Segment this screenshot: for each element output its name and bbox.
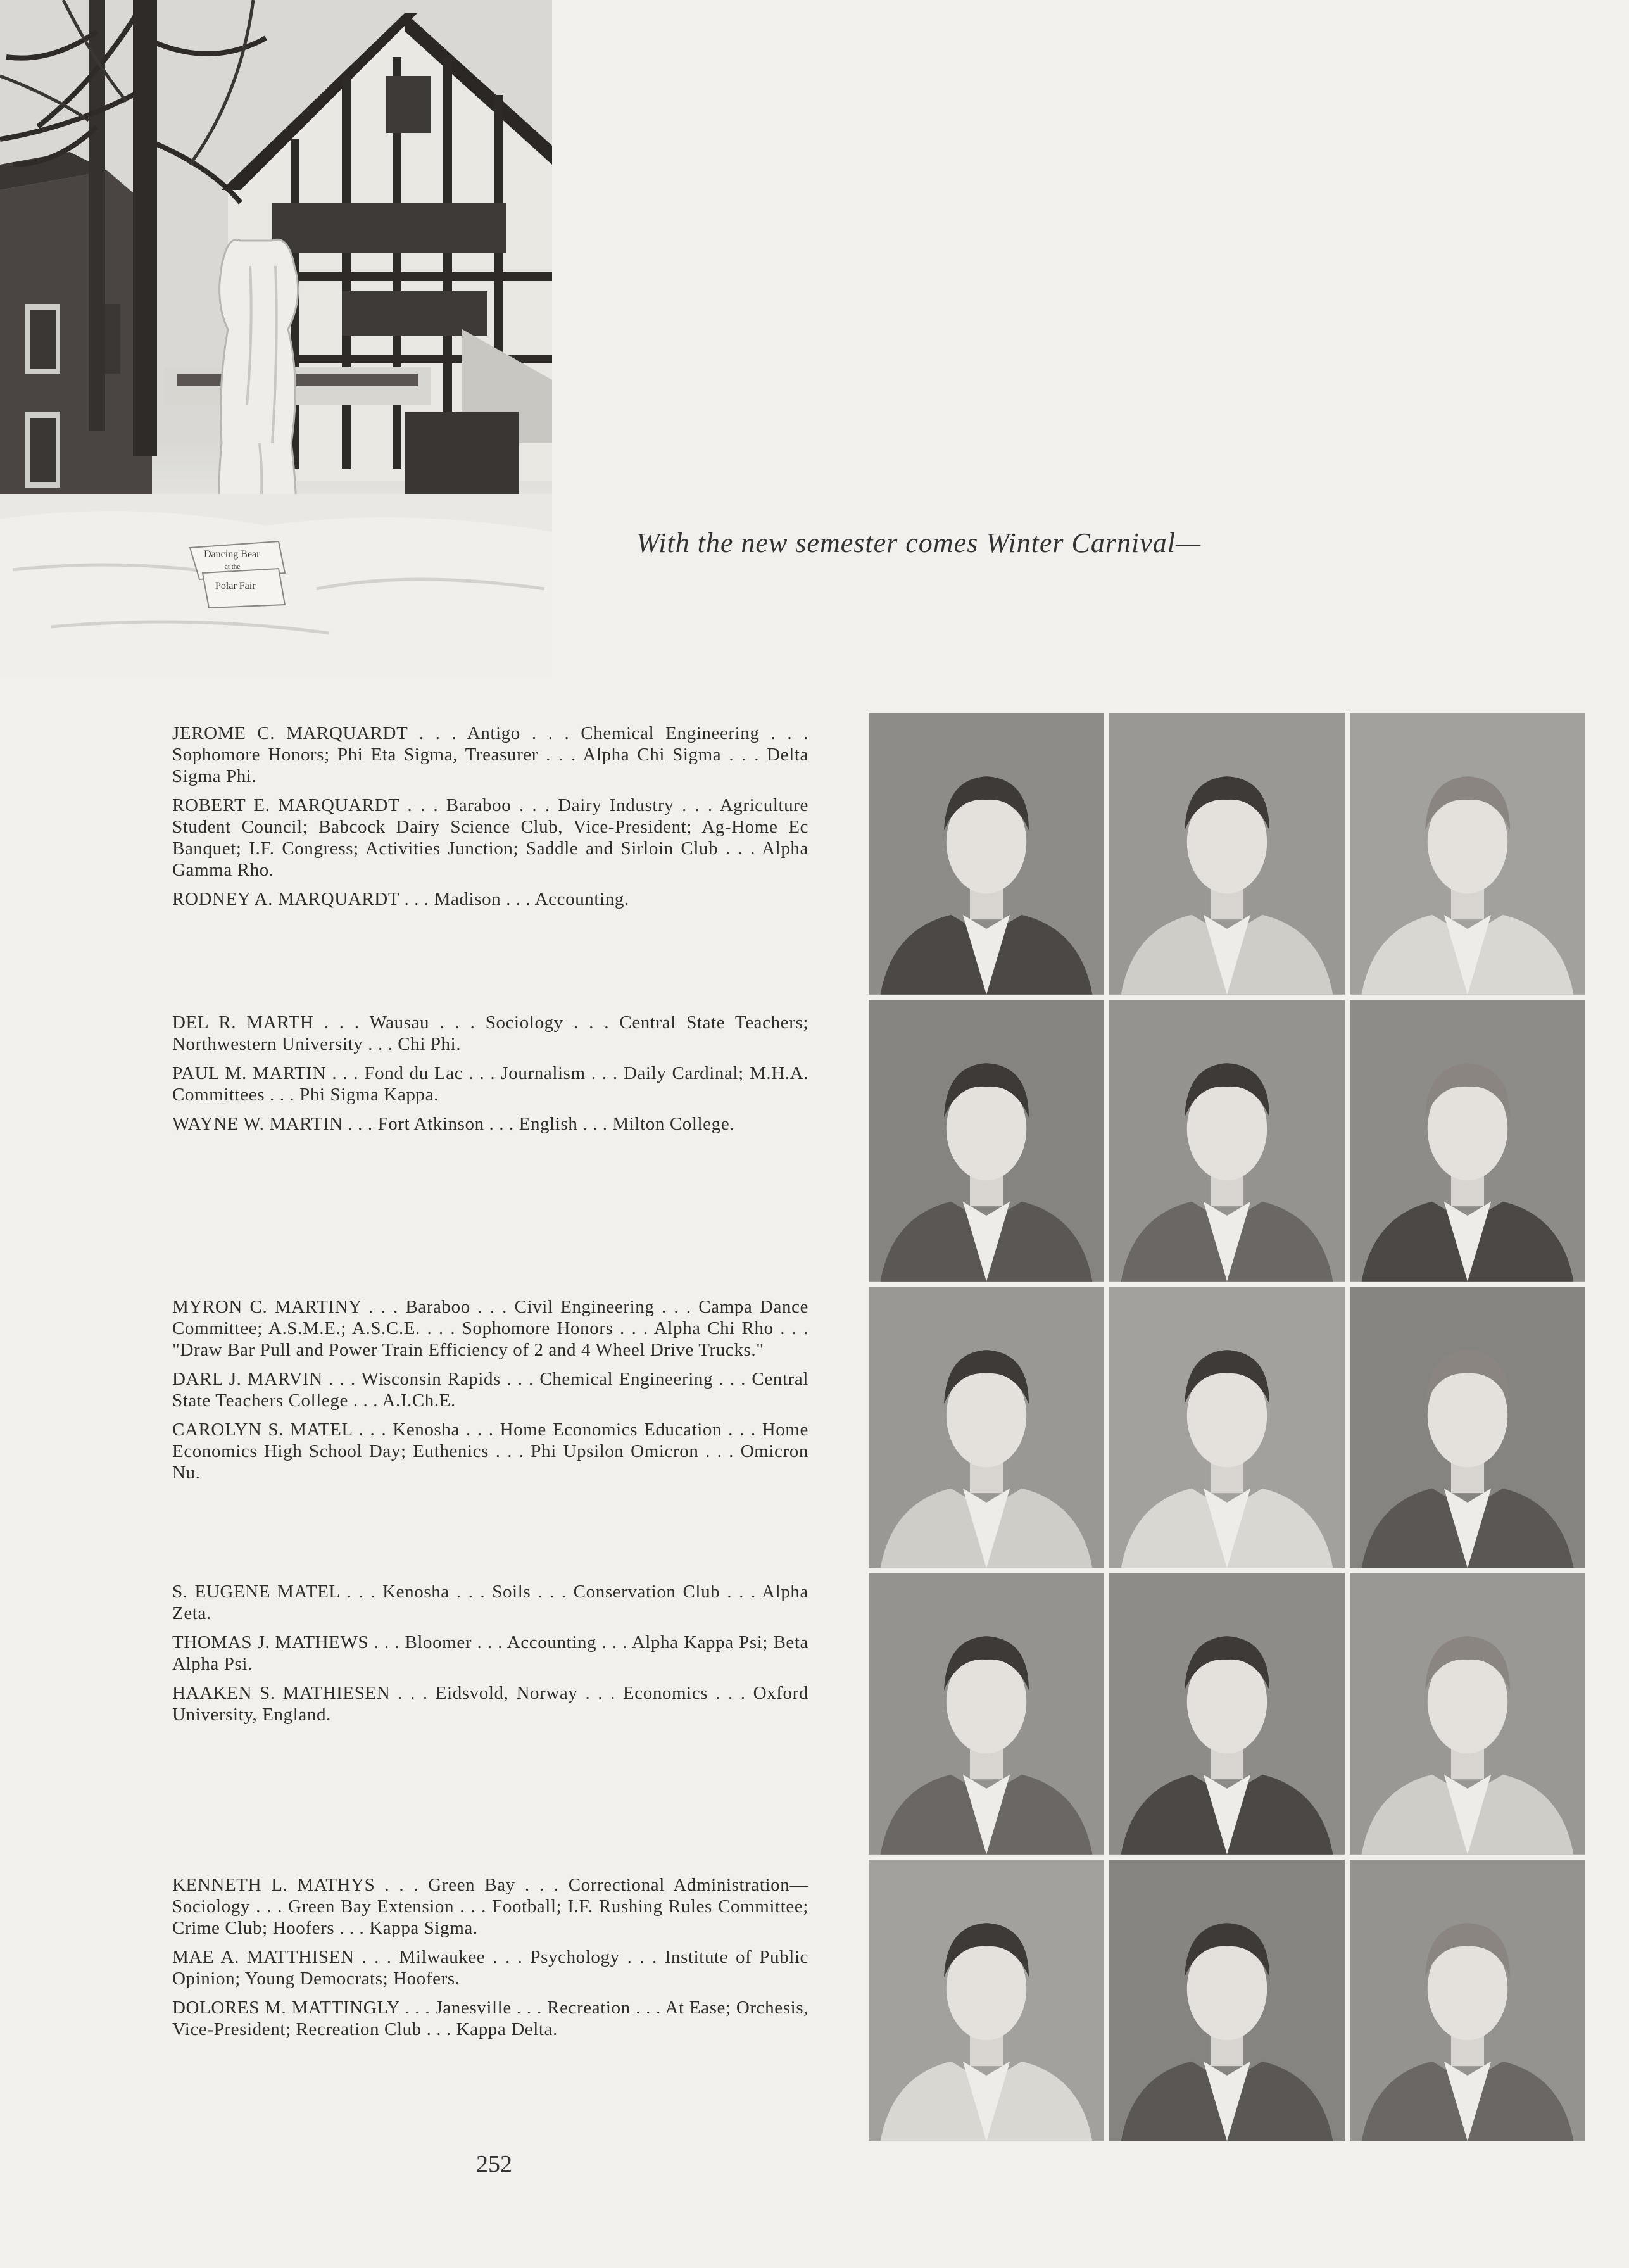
portrait-photo xyxy=(1350,1573,1585,1855)
sign-line-2: at the xyxy=(225,563,241,570)
bio-group-2 xyxy=(172,1012,808,1142)
portrait-photo xyxy=(1350,713,1585,995)
bio-entry: DARL J. MARVIN . . . Wisconsin Rapids . . . Chemical Engineering . . . Central State Teachers College . . . A.I.Ch.E. xyxy=(172,1369,808,1411)
bio-entry: DOLORES M. MATTINGLY . . . Janesville . . . Recreation . . . At Ease; Orchesis, Vice-President; Recreation Club . . . Kappa Delta. xyxy=(172,1998,808,2039)
bio-entry: HAAKEN S. MATHIESEN . . . Eidsvold, Norway . . . Economics . . . Oxford University, England. xyxy=(172,1683,808,1725)
bio-entry: WAYNE W. MARTIN . . . Fort Atkinson . . . English . . . Milton College. xyxy=(172,1114,735,1134)
bio-entry: JEROME C. MARQUARDT . . . Antigo . . . Chemical Engineering . . . Sophomore Honors; Phi Eta Sigma, Treasurer . . . Alpha Chi Sigma . . . Delta Sigma Phi. xyxy=(172,723,808,786)
portrait-photo xyxy=(869,1287,1104,1568)
portrait-photo xyxy=(1109,1860,1345,2141)
bio-entry: RODNEY A. MARQUARDT . . . Madison . . . Accounting. xyxy=(172,889,629,909)
bio-group-3 xyxy=(172,1296,808,1491)
winter-carnival-photo xyxy=(0,0,552,676)
bio-entry: KENNETH L. MATHYS . . . Green Bay . . . Correctional Administration—Sociology . . . Green Bay Extension . . . Football; I.F. Rushing Rules Committee; Crime Club; Hoofers . . . Kappa Sigma. xyxy=(172,1875,808,1938)
bio-entry: DEL R. MARTH . . . Wausau . . . Sociology . . . Central State Teachers; Northwestern University . . . Chi Phi. xyxy=(172,1012,808,1054)
portrait-grid xyxy=(869,713,1585,2141)
portrait-photo xyxy=(1350,1000,1585,1282)
bio-entry: THOMAS J. MATHEWS . . . Bloomer . . . Accounting . . . Alpha Kappa Psi; Beta Alpha Psi. xyxy=(172,1632,808,1674)
photo-caption: With the new semester comes Winter Carnival— xyxy=(636,527,1202,558)
bio-entry: MYRON C. MARTINY . . . Baraboo . . . Civil Engineering . . . Campa Dance Committee; A.S.M.E.; A.S.C.E. . . . Sophomore Honors . . . Alpha Chi Rho . . . "Draw Bar Pull and Power Train Efficiency of 2 and 4 Wheel Drive Trucks." xyxy=(172,1297,808,1360)
bio-entry: CAROLYN S. MATEL . . . Kenosha . . . Home Economics Education . . . Home Economics High School Day; Euthenics . . . Phi Upsilon Omicron . . . Omicron Nu. xyxy=(172,1420,808,1483)
bio-group-5 xyxy=(172,1874,808,2048)
bio-group-4 xyxy=(172,1581,808,1733)
portrait-photo xyxy=(869,713,1104,995)
portrait-photo xyxy=(1350,1860,1585,2141)
bio-entry: PAUL M. MARTIN . . . Fond du Lac . . . Journalism . . . Daily Cardinal; M.H.A. Committees . . . Phi Sigma Kappa. xyxy=(172,1063,808,1105)
portrait-photo xyxy=(1109,1573,1345,1855)
bio-entry: ROBERT E. MARQUARDT . . . Baraboo . . . Dairy Industry . . . Agriculture Student Council; Babcock Dairy Science Club, Vice-President; Ag-Home Ec Banquet; I.F. Congress; Activities Junction; Saddle and Sirloin Club . . . Alpha Gamma Rho. xyxy=(172,795,808,880)
portrait-photo xyxy=(1350,1287,1585,1568)
sign-line-3: Polar Fair xyxy=(215,581,256,591)
portrait-photo xyxy=(1109,1287,1345,1568)
portrait-photo xyxy=(1109,713,1345,995)
portrait-photo xyxy=(869,1573,1104,1855)
bio-entry: S. EUGENE MATEL . . . Kenosha . . . Soils . . . Conservation Club . . . Alpha Zeta. xyxy=(172,1582,808,1623)
bio-group-1 xyxy=(172,722,808,917)
sign-line-1: Dancing Bear xyxy=(204,549,260,560)
portrait-photo xyxy=(869,1860,1104,2141)
photo-scene xyxy=(0,0,552,676)
portrait-photo xyxy=(869,1000,1104,1282)
bio-entry: MAE A. MATTHISEN . . . Milwaukee . . . Psychology . . . Institute of Public Opinion; Young Democrats; Hoofers. xyxy=(172,1947,808,1989)
page-number: 252 xyxy=(476,2151,512,2177)
portrait-photo xyxy=(1109,1000,1345,1282)
